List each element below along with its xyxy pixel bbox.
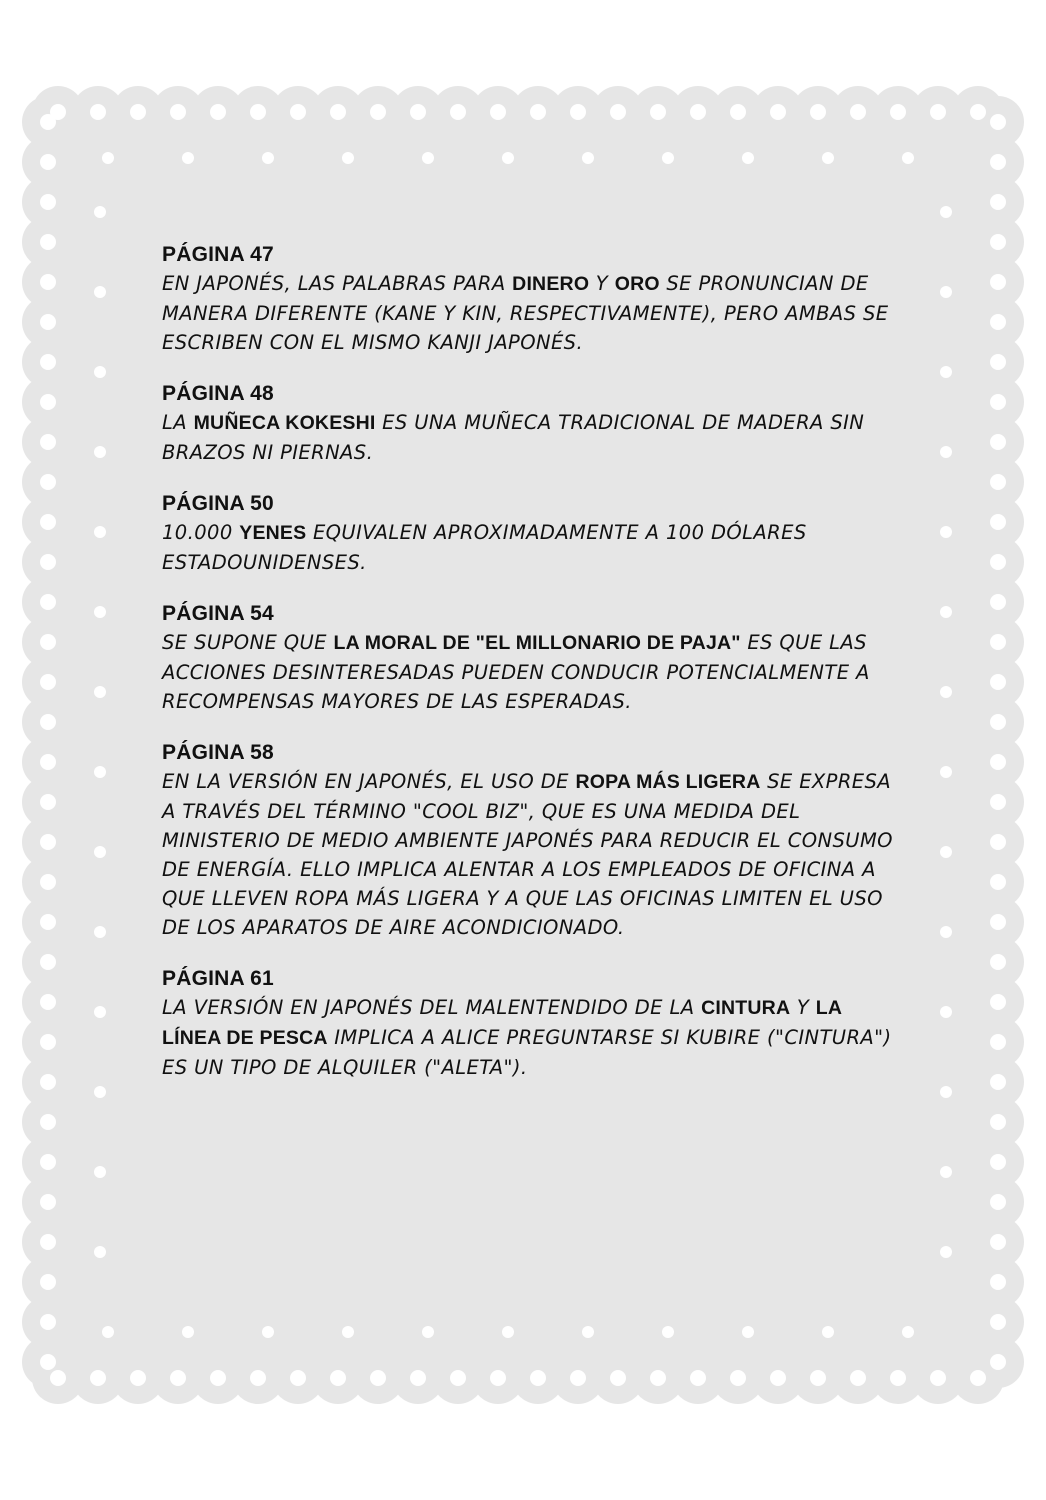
note-text: LA VERSIÓN EN JAPONÉS DEL MALENTENDIDO DE LA — [162, 996, 702, 1019]
note-body — [162, 993, 902, 1082]
emphasized-term: CINTURA — [701, 997, 791, 1019]
emphasized-term: DINERO — [512, 273, 590, 295]
note-page-61 — [162, 964, 902, 1082]
emphasized-term: LA MORAL DE "EL MILLONARIO DE PAJA" — [333, 632, 741, 654]
note-heading: PÁGINA 47 — [162, 243, 274, 266]
note-page-50 — [162, 489, 902, 577]
note-body — [162, 269, 902, 357]
translation-notes — [162, 240, 902, 1104]
note-page-47 — [162, 240, 902, 357]
emphasized-term: LA LÍNEA DE PESCA — [162, 997, 842, 1049]
note-text: Y — [589, 272, 615, 295]
note-text: Y — [790, 996, 816, 1019]
note-text: SE SUPONE QUE — [162, 631, 334, 654]
note-page-48 — [162, 379, 902, 467]
emphasized-term: ROPA MÁS LIGERA — [575, 771, 761, 793]
note-text: EN LA VERSIÓN EN JAPONÉS, EL USO DE — [162, 770, 576, 793]
note-heading: PÁGINA 50 — [162, 492, 274, 515]
note-body — [162, 628, 902, 716]
note-body — [162, 518, 902, 577]
note-heading: PÁGINA 58 — [162, 741, 274, 764]
note-text: IMPLICA A ALICE PREGUNTARSE SI KUBIRE ("CINTURA") ES UN TIPO DE ALQUILER ("ALETA"). — [162, 1026, 892, 1079]
note-page-58 — [162, 738, 902, 942]
note-text: ES UNA MUÑECA TRADICIONAL DE MADERA SIN BRAZOS NI PIERNAS. — [162, 411, 865, 464]
note-text: EQUIVALEN APROXIMADAMENTE A 100 DÓLARES ESTADOUNIDENSES. — [162, 521, 807, 574]
emphasized-term: MUÑECA KOKESHI — [193, 412, 376, 434]
note-body — [162, 767, 902, 942]
note-heading: PÁGINA 48 — [162, 382, 274, 405]
note-text: LA — [162, 411, 194, 434]
emphasized-term: ORO — [614, 273, 660, 295]
note-body — [162, 408, 902, 467]
note-text: SE EXPRESA A TRAVÉS DEL TÉRMINO "COOL BIZ", QUE ES UNA MEDIDA DEL MINISTERIO DE MEDIO AMBIENTE JAPONÉS PARA REDUCIR EL CONSUMO DE ENERGÍA. ELLO IMPLICA ALENTAR A LOS EMPLEADOS DE OFICINA A QUE LLEVEN ROPA MÁS LIGERA Y A QUE LAS OFICINAS LIMITEN EL USO DE LOS APARATOS DE AIRE ACONDICIONADO. — [162, 770, 893, 939]
note-text: ES QUE LAS ACCIONES DESINTERESADAS PUEDEN CONDUCIR POTENCIALMENTE A RECOMPENSAS MAYORES DE LAS ESPERADAS. — [162, 631, 870, 713]
note-text: SE PRONUNCIAN DE MANERA DIFERENTE (KANE Y KIN, RESPECTIVAMENTE), PERO AMBAS SE ESCRIBEN CON EL MISMO KANJI JAPONÉS. — [162, 272, 889, 354]
note-heading: PÁGINA 54 — [162, 602, 274, 625]
note-page-54 — [162, 599, 902, 716]
note-text: 10.000 — [162, 521, 240, 544]
emphasized-term: YENES — [239, 522, 307, 544]
note-heading: PÁGINA 61 — [162, 967, 274, 990]
note-text: EN JAPONÉS, LAS PALABRAS PARA — [162, 272, 513, 295]
